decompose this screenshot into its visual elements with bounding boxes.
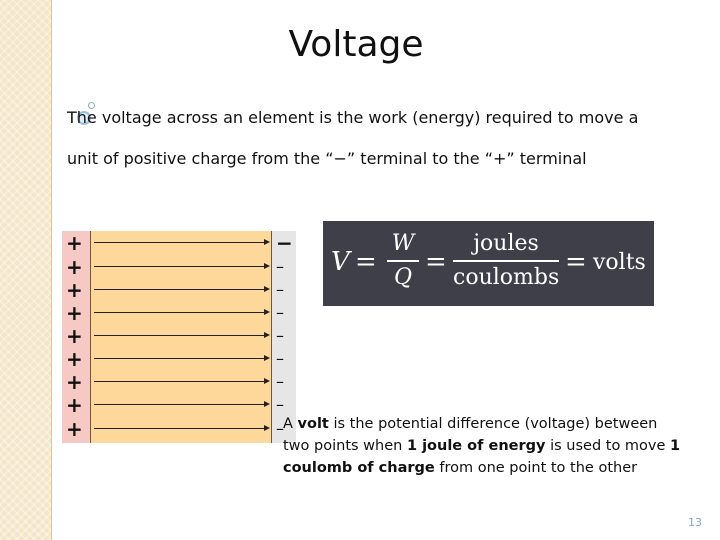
bullet-text-line-1: The voltage across an element is the work (energy) required to move a [67, 108, 639, 127]
field-arrow [94, 428, 266, 429]
side-band-divider [51, 0, 52, 540]
plus-sign: + [66, 255, 83, 279]
field-arrow [94, 358, 266, 359]
formula-coulombs: coulombs [453, 264, 560, 290]
definition-text: is the potential difference (voltage) between two points when [283, 416, 658, 454]
definition-text: A [283, 416, 298, 432]
bullet-text-line-2: unit of positive charge from the “−” terminal to the “+” terminal [67, 149, 587, 168]
minus-sign: – [276, 372, 284, 391]
minus-sign: – [276, 395, 284, 414]
plus-sign: + [66, 324, 83, 348]
formula-w: W [391, 231, 415, 256]
field-arrow [94, 242, 266, 243]
definition-text: is used to move [545, 438, 671, 454]
formula-equals-1: = [355, 247, 377, 277]
plus-sign: + [66, 347, 83, 371]
electric-field-region [90, 231, 271, 443]
plus-sign: + [66, 278, 83, 302]
minus-sign: – [276, 257, 284, 276]
minus-sign: – [276, 303, 284, 322]
field-arrow [94, 312, 266, 313]
minus-sign: – [276, 419, 284, 438]
field-arrow [94, 381, 266, 382]
plus-sign: + [66, 231, 83, 255]
formula-volts: volts [593, 250, 646, 275]
field-arrow [94, 404, 266, 405]
formula-equals-2: = [425, 247, 447, 277]
formula-equals-3: = [565, 247, 587, 277]
voltage-formula [323, 221, 654, 306]
formula-fraction-bar [453, 260, 559, 262]
field-arrow [94, 266, 266, 267]
minus-sign: – [276, 280, 284, 299]
slide-title-text: Voltage [288, 24, 424, 65]
charge-field-diagram [62, 231, 293, 443]
formula-fraction-units [453, 229, 559, 293]
plus-sign: + [66, 370, 83, 394]
page-number: 13 [688, 516, 702, 529]
plus-sign: + [66, 417, 83, 441]
field-arrow [94, 335, 266, 336]
formula-v: V [331, 247, 350, 277]
plus-sign: + [66, 301, 83, 325]
minus-sign: – [276, 349, 284, 368]
minus-sign: – [276, 326, 284, 345]
formula-fraction-bar [387, 260, 419, 262]
field-arrow [94, 289, 266, 290]
negative-plate-edge [271, 231, 272, 443]
definition-bold-joule: 1 joule of energy [406, 438, 546, 454]
formula-fraction-wq [387, 229, 419, 293]
plus-sign: + [66, 393, 83, 417]
volt-definition [283, 413, 683, 479]
definition-bold-volt: volt [297, 416, 329, 432]
slide-title [0, 24, 720, 65]
positive-plate-edge [90, 231, 91, 443]
definition-bold-coulomb: 1 coulomb of charge [283, 438, 681, 476]
formula-q: Q [393, 264, 413, 290]
minus-sign: − [276, 231, 293, 255]
decorative-side-band [0, 0, 51, 540]
formula-joules: joules [473, 231, 539, 256]
definition-text: from one point to the other [434, 460, 638, 476]
